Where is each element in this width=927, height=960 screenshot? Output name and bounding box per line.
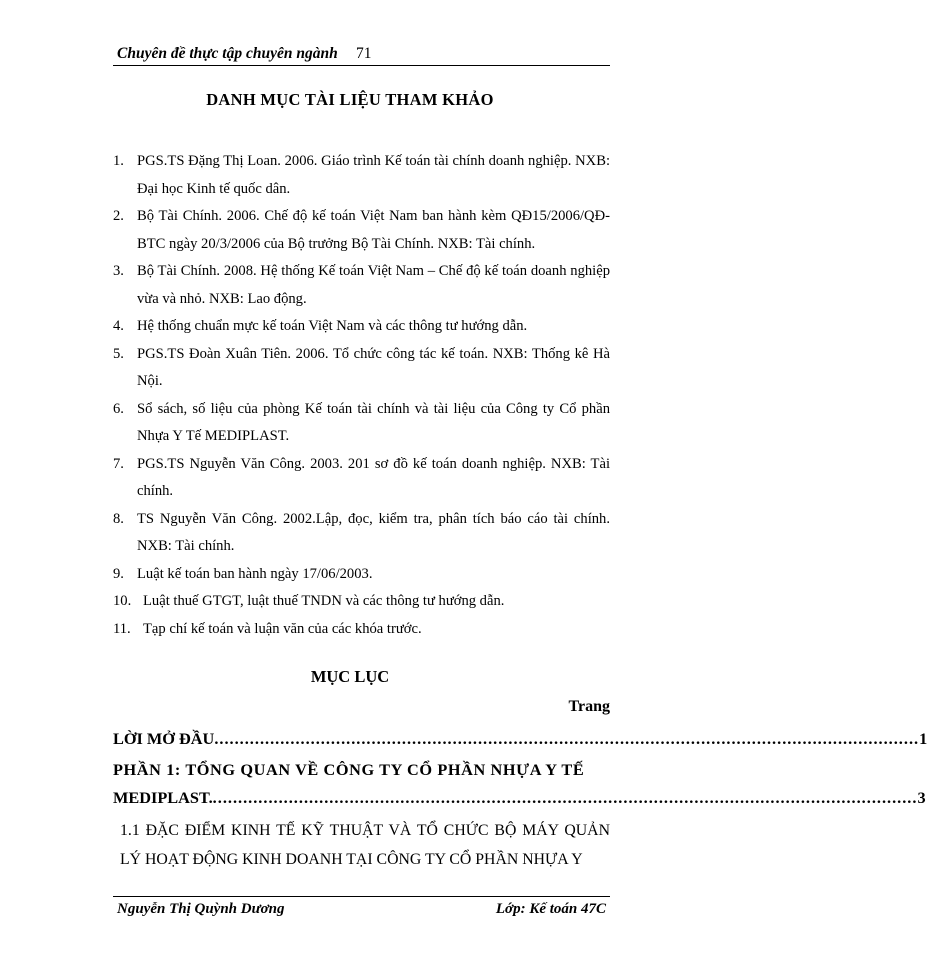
toc-entry[interactable] bbox=[113, 788, 926, 808]
page-footer bbox=[113, 896, 610, 921]
reference-item: 5. PGS.TS Đoàn Xuân Tiên. 2006. Tổ chức công tác kế toán. NXB: Thống kê Hà Nội. bbox=[113, 345, 610, 389]
class-name: Lớp: Kế toán 47C bbox=[495, 901, 606, 917]
reference-item: 6. Sổ sách, số liệu của phòng Kế toán tài chính và tài liệu của Công ty Cổ phần Nhựa Y Tế MEDIPLAST. bbox=[113, 400, 610, 444]
header-title: Chuyên đề thực tập chuyên ngành bbox=[117, 45, 338, 62]
toc-title: MỤC LỤC bbox=[310, 667, 390, 686]
toc-leader-dots: ........................................................................................................................................... bbox=[212, 788, 918, 807]
toc-leader-dots: ........................................................................................................................................... bbox=[214, 729, 920, 748]
reference-item: 10. Luật thuế GTGT, luật thuế TNDN và các thông tư hướng dẫn. bbox=[113, 593, 505, 609]
toc-entry-page: 3 bbox=[917, 788, 926, 807]
toc-entry[interactable] bbox=[113, 756, 610, 784]
reference-item: 2. Bộ Tài Chính. 2006. Chế độ kế toán Việt Nam ban hành kèm QĐ15/2006/QĐ-BTC ngày 20/3/2006 của Bộ trưởng Bộ Tài Chính. NXB: Tài chính. bbox=[113, 208, 610, 252]
reference-item: 3. Bộ Tài Chính. 2008. Hệ thống Kế toán Việt Nam – Chế độ kế toán doanh nghiệp vừa và nhỏ. NXB: Lao động. bbox=[113, 263, 610, 307]
toc-entry-label: MEDIPLAST. bbox=[113, 788, 213, 807]
toc-page-label: Trang bbox=[568, 698, 610, 715]
references-title: DANH MỤC TÀI LIỆU THAM KHẢO bbox=[206, 90, 494, 109]
reference-item: 4. Hệ thống chuẩn mực kế toán Việt Nam và các thông tư hướng dẫn. bbox=[113, 318, 528, 334]
toc-entry-label: LỜI MỞ ĐẦU bbox=[113, 729, 215, 748]
toc-entry-label: 1.1 ĐẶC ĐIỂM KINH TẾ KỸ THUẬT VÀ TỔ CHỨC BỘ MÁY QUẢN LÝ HOẠT ĐỘNG KINH DOANH TẠI CÔNG TY CỔ PHẦN NHỰA Y bbox=[120, 822, 610, 868]
reference-item: 11. Tạp chí kế toán và luận văn của các khóa trước. bbox=[113, 620, 422, 637]
reference-item: 8. TS Nguyễn Văn Công. 2002.Lập, đọc, kiểm tra, phân tích báo cáo tài chính. NXB: Tài chính. bbox=[113, 510, 610, 554]
toc-entry-page: 1 bbox=[919, 729, 927, 748]
reference-list bbox=[113, 148, 610, 643]
author-name: Nguyễn Thị Quỳnh Dương bbox=[117, 901, 285, 917]
reference-item: 7. PGS.TS Nguyễn Văn Công. 2003. 201 sơ đồ kế toán doanh nghiệp. NXB: Tài chính. bbox=[113, 455, 610, 499]
reference-item: 1. PGS.TS Đặng Thị Loan. 2006. Giáo trình Kế toán tài chính doanh nghiệp. NXB: Đại học Kinh tế quốc dân. bbox=[113, 153, 610, 197]
toc-entry[interactable] bbox=[113, 729, 927, 749]
toc-entry[interactable] bbox=[120, 816, 610, 874]
reference-item: 9. Luật kế toán ban hành ngày 17/06/2003. bbox=[113, 565, 373, 582]
page-header bbox=[113, 43, 610, 66]
toc-entry-label: PHẦN 1: TỔNG QUAN VỀ CÔNG TY CỔ PHẦN NHỰA Y TẾ bbox=[113, 760, 585, 779]
page-number: 71 bbox=[356, 45, 372, 62]
